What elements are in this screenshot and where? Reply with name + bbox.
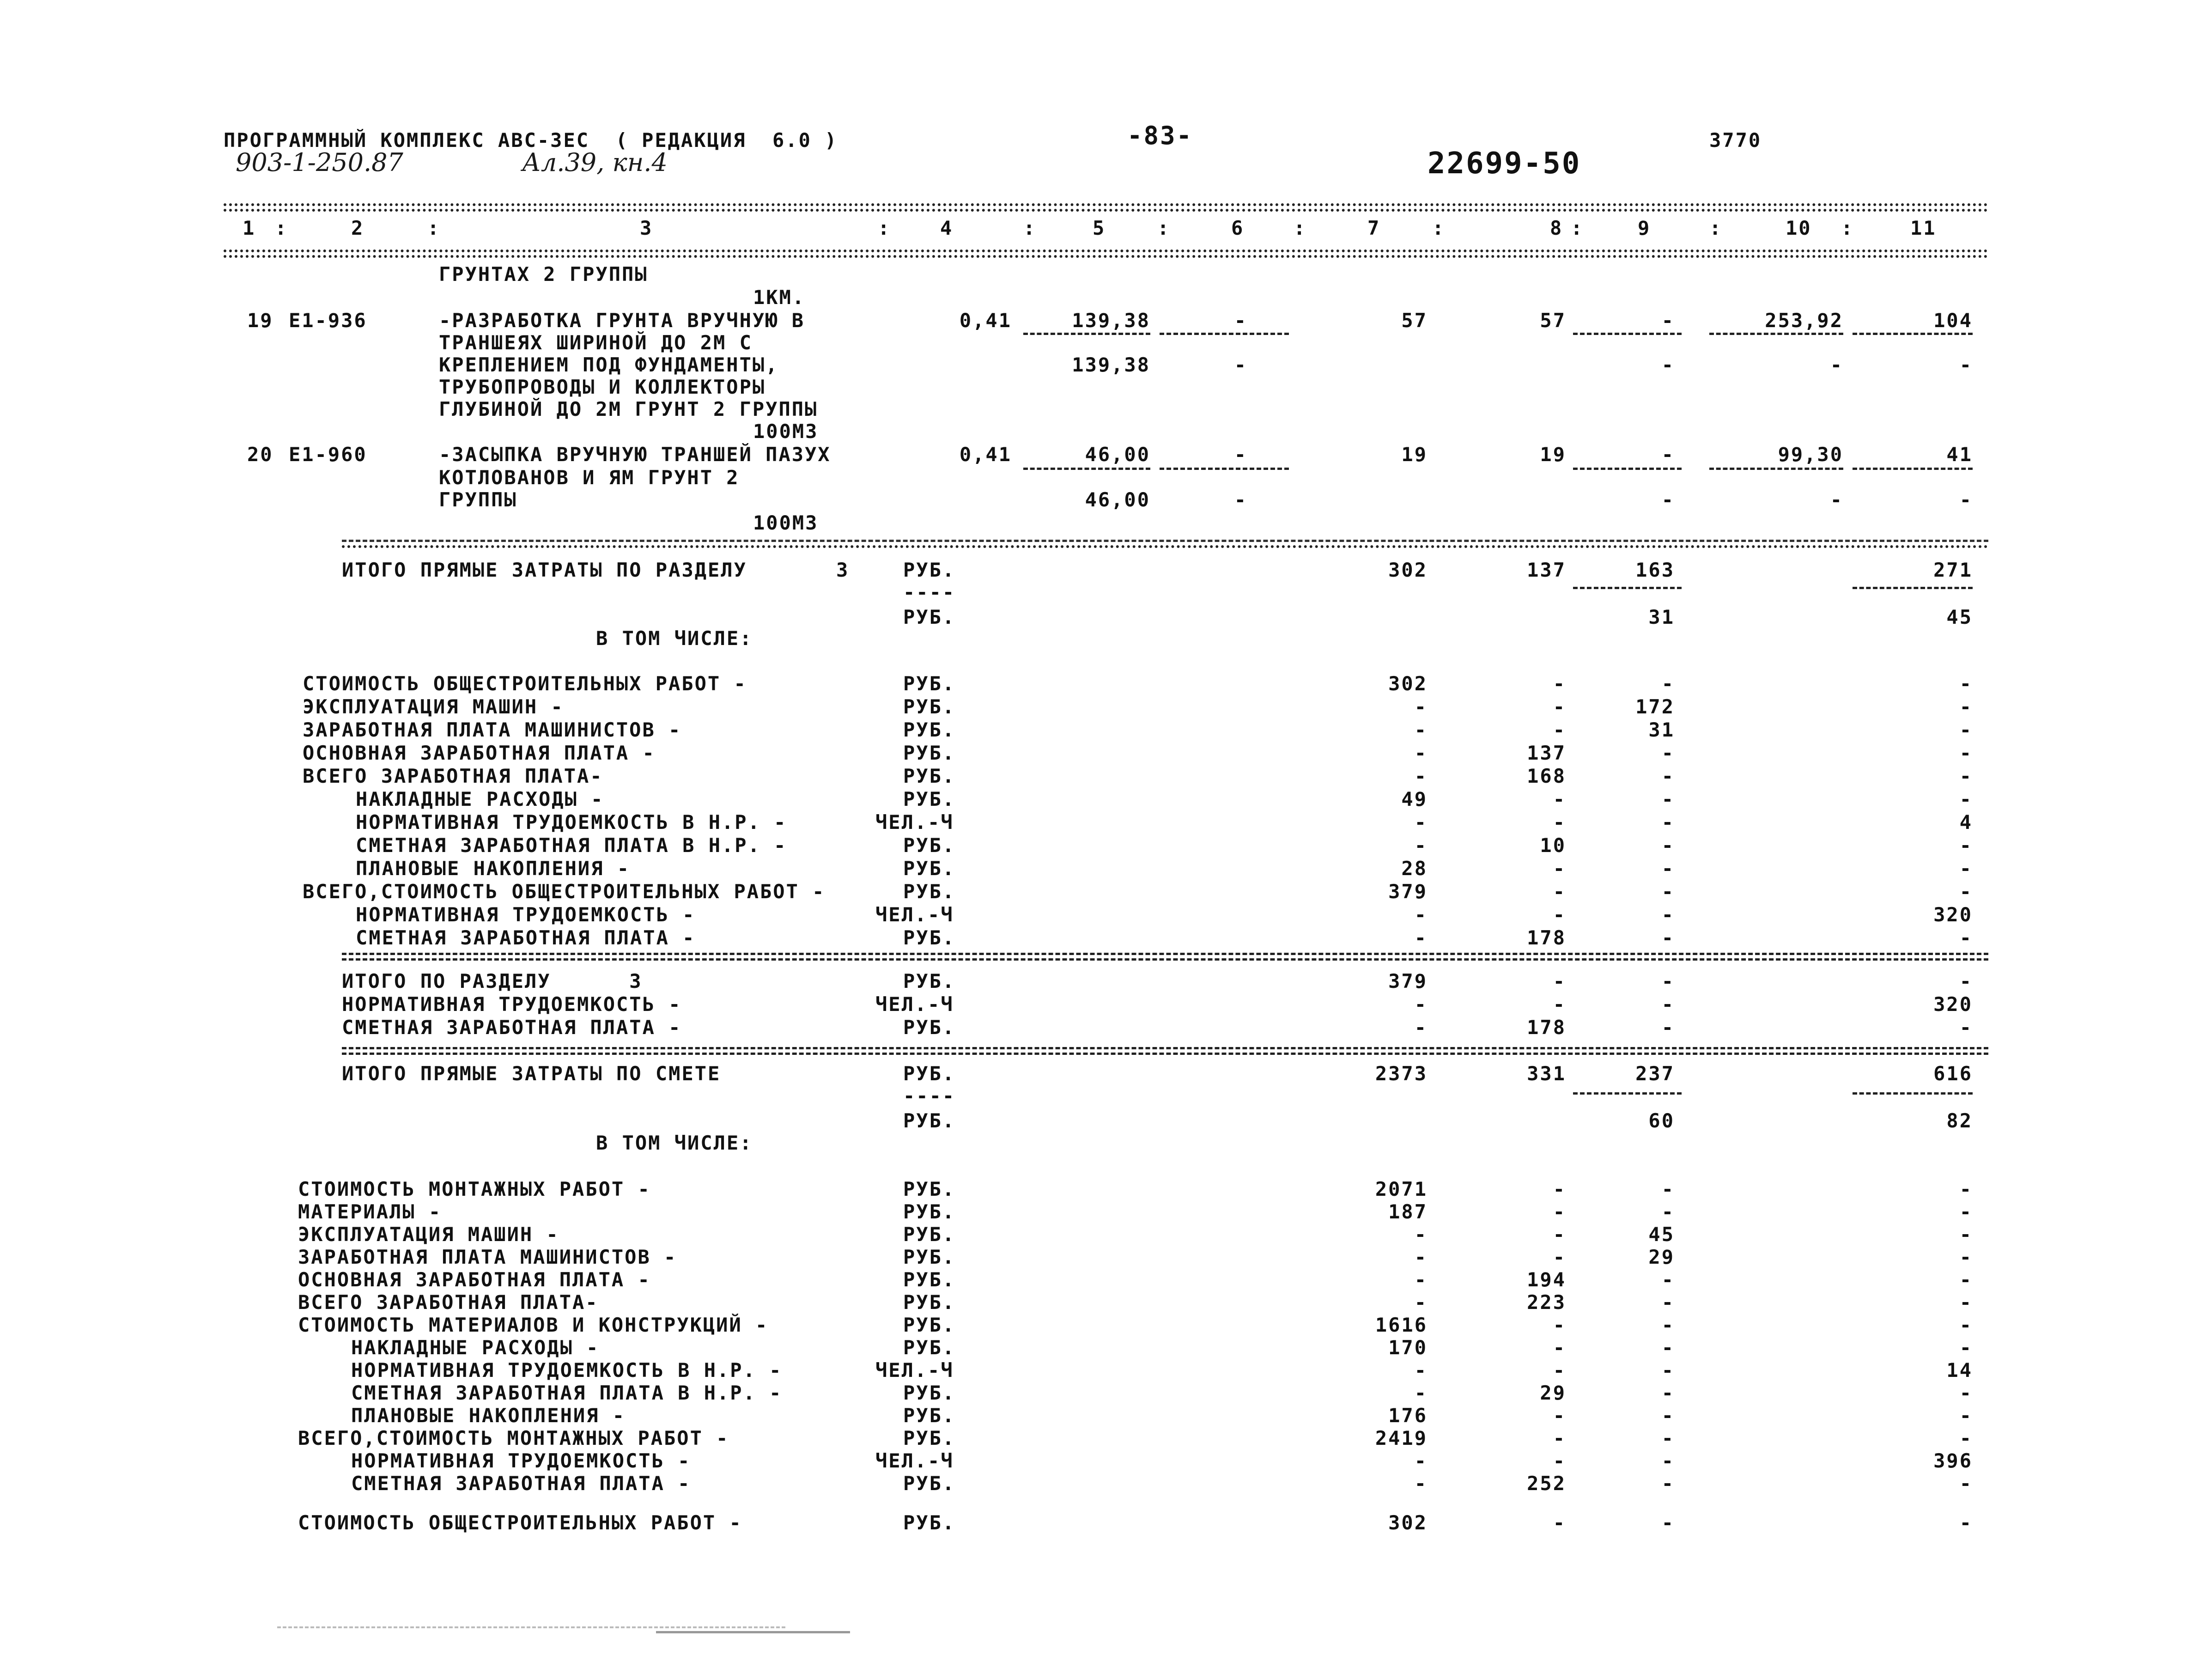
estimate-total-c11: 616: [1933, 1062, 1973, 1085]
section-line-c7: 28: [1401, 857, 1428, 880]
column-separator: :: [275, 217, 288, 239]
estimate-line-c9: -: [1661, 1268, 1675, 1291]
estimate-line-c8: -: [1553, 1178, 1566, 1200]
section-dash: ----: [903, 581, 956, 603]
section-line-c8: 10: [1540, 834, 1566, 857]
estimate-line-unit: РУБ.: [903, 1268, 956, 1291]
estimate-line-c11: -: [1959, 1472, 1973, 1495]
item-c5-value: 46,00: [1085, 443, 1150, 466]
page-number: -83-: [1127, 121, 1193, 150]
estimate-line-c7: 170: [1388, 1336, 1428, 1359]
section-itogo-c8: -: [1553, 970, 1566, 992]
section-itogo-c7: -: [1414, 993, 1428, 1016]
program-title: ПРОГРАММНЫЙ КОМПЛЕКС АВС-3ЕС ( РЕДАКЦИЯ 6.0 ): [224, 129, 838, 152]
code-number: 3770: [1709, 129, 1762, 152]
section-line-c9: -: [1661, 765, 1675, 787]
item-unit: 100М3: [753, 420, 819, 443]
section-itogo-c8: 178: [1527, 1016, 1566, 1039]
estimate-line-c7: 176: [1388, 1404, 1428, 1427]
item-c10-value: 253,92: [1765, 309, 1843, 332]
estimate-line-label: СМЕТНАЯ ЗАРАБОТНАЯ ПЛАТА В Н.Р. -: [351, 1382, 783, 1404]
item-c6-value: -: [1234, 353, 1247, 376]
estimate-line-c11: -: [1959, 1291, 1973, 1314]
section-line-label: СМЕТНАЯ ЗАРАБОТНАЯ ПЛАТА В Н.Р. -: [356, 834, 787, 857]
estimate-line-unit: РУБ.: [903, 1427, 956, 1449]
estimate-line-c11: -: [1959, 1200, 1973, 1223]
estimate-total-label: ИТОГО ПРЯМЫЕ ЗАТРАТЫ ПО СМЕТЕ: [342, 1062, 721, 1085]
item-c9-value: -: [1661, 353, 1675, 376]
section-line-c8: -: [1553, 695, 1566, 718]
estimate-line-label: ОСНОВНАЯ ЗАРАБОТНАЯ ПЛАТА -: [298, 1268, 651, 1291]
estimate-last-c9: -: [1661, 1511, 1675, 1534]
estimate-line-c11: -: [1959, 1223, 1973, 1246]
section-total-label: ИТОГО ПРЯМЫЕ ЗАТРАТЫ ПО РАЗДЕЛУ: [342, 559, 747, 581]
section-total-c9-sub: 31: [1648, 606, 1675, 628]
estimate-line-c7: -: [1414, 1291, 1428, 1314]
handwritten-project-code: 903-1-250.87: [236, 148, 403, 177]
estimate-line-c7: 1616: [1375, 1314, 1428, 1336]
column-separator: :: [427, 217, 441, 239]
item-c10-value: -: [1830, 488, 1843, 511]
section-line-c9: -: [1661, 903, 1675, 926]
estimate-line-label: СТОИМОСТЬ МАТЕРИАЛОВ И КОНСТРУКЦИЙ -: [298, 1314, 769, 1336]
estimate-line-c8: -: [1553, 1314, 1566, 1336]
estimate-unit: РУБ.: [903, 1062, 956, 1085]
section-itogo-label: ИТОГО ПО РАЗДЕЛУ 3: [342, 970, 643, 992]
section-line-c8: 178: [1527, 926, 1566, 949]
section-line-unit: РУБ.: [903, 926, 956, 949]
section-line-c8: -: [1553, 788, 1566, 810]
section-line-label: ЭКСПЛУАТАЦИЯ МАШИН -: [303, 695, 564, 718]
estimate-line-unit: РУБ.: [903, 1404, 956, 1427]
fraction-line: [1023, 468, 1150, 470]
section-line-c7: 302: [1388, 672, 1428, 695]
item-c4-value: 0,41: [959, 443, 1012, 466]
item-description: КРЕПЛЕНИЕМ ПОД ФУНДАМЕНТЫ,: [439, 353, 779, 376]
handwritten-album-ref: Ал.39, кн.4: [522, 148, 668, 177]
column-separator: :: [1294, 217, 1307, 239]
section-line-c7: -: [1414, 742, 1428, 764]
column-separator: :: [1157, 217, 1171, 239]
section-line-label: ВСЕГО ЗАРАБОТНАЯ ПЛАТА-: [303, 765, 603, 787]
section-itogo-c11: -: [1959, 970, 1973, 992]
section-line-c7: -: [1414, 811, 1428, 834]
item-c11-value: 104: [1933, 309, 1973, 332]
item-c11-value: -: [1959, 353, 1973, 376]
estimate-line-c8: -: [1553, 1449, 1566, 1472]
estimate-line-c11: 14: [1946, 1359, 1973, 1382]
estimate-line-label: ВСЕГО,СТОИМОСТЬ МОНТАЖНЫХ РАБОТ -: [298, 1427, 729, 1449]
section-line-c8: -: [1553, 718, 1566, 741]
section-total-c11-sub: 45: [1946, 606, 1973, 628]
estimate-line-unit: РУБ.: [903, 1336, 956, 1359]
item-c4-value: 0,41: [959, 309, 1012, 332]
section-line-c11: -: [1959, 880, 1973, 903]
estimate-line-c8: -: [1553, 1359, 1566, 1382]
estimate-line-c7: -: [1414, 1268, 1428, 1291]
column-header-8: 8: [1550, 217, 1563, 239]
section-line-c7: -: [1414, 903, 1428, 926]
estimate-line-c8: 194: [1527, 1268, 1566, 1291]
estimate-total-c11-sub: 82: [1946, 1109, 1973, 1132]
item-c5-value: 139,38: [1072, 353, 1150, 376]
column-separator: :: [1571, 217, 1584, 239]
section-including-heading: В ТОМ ЧИСЛЕ:: [596, 627, 753, 650]
fraction-line: [1573, 333, 1682, 335]
section-line-c8: -: [1553, 811, 1566, 834]
section-line-unit: ЧЕЛ.-Ч: [875, 903, 954, 926]
estimate-rule: [342, 1047, 1988, 1049]
section-total-c7: 302: [1388, 559, 1428, 581]
fraction-line: [1573, 587, 1682, 589]
item-number: 19: [247, 309, 273, 332]
section-line-c9: -: [1661, 834, 1675, 857]
section-total-c9: 163: [1635, 559, 1675, 581]
estimate-line-c7: -: [1414, 1246, 1428, 1268]
fraction-line: [1573, 468, 1682, 470]
section-line-c11: 320: [1933, 903, 1973, 926]
column-header-9: 9: [1638, 217, 1651, 239]
section-line-c9: -: [1661, 857, 1675, 880]
header-rule-top-2: [224, 209, 1988, 212]
estimate-line-unit: РУБ.: [903, 1291, 956, 1314]
header-rule-top: [224, 203, 1988, 206]
estimate-line-c7: -: [1414, 1359, 1428, 1382]
section-number: 3: [836, 559, 850, 581]
item-description: ГРУНТАХ 2 ГРУППЫ: [439, 263, 648, 286]
section-line-c11: -: [1959, 765, 1973, 787]
section-line-c7: 49: [1401, 788, 1428, 810]
estimate-line-c8: -: [1553, 1427, 1566, 1449]
estimate-total-c9: 237: [1635, 1062, 1675, 1085]
estimate-including-heading: В ТОМ ЧИСЛЕ:: [596, 1132, 753, 1154]
estimate-line-c7: -: [1414, 1382, 1428, 1404]
header-rule-bottom: [224, 250, 1988, 252]
column-separator: :: [1709, 217, 1723, 239]
section-line-c11: -: [1959, 788, 1973, 810]
estimate-line-c7: 187: [1388, 1200, 1428, 1223]
section-line-c8: -: [1553, 672, 1566, 695]
section-line-c8: -: [1553, 903, 1566, 926]
estimate-line-c8: 252: [1527, 1472, 1566, 1495]
estimate-line-unit: РУБ.: [903, 1314, 956, 1336]
estimate-line-c11: -: [1959, 1336, 1973, 1359]
section-total-c11: 271: [1933, 559, 1973, 581]
column-header-7: 7: [1367, 217, 1381, 239]
item-description: ГЛУБИНОЙ ДО 2М ГРУНТ 2 ГРУППЫ: [439, 398, 818, 420]
section-line-c11: -: [1959, 857, 1973, 880]
section-line-unit: РУБ.: [903, 695, 956, 718]
section-itogo-unit: РУБ.: [903, 970, 956, 992]
estimate-line-unit: ЧЕЛ.-Ч: [875, 1359, 954, 1382]
scan-artifact: [277, 1626, 785, 1628]
item-c6-value: -: [1234, 443, 1247, 466]
estimate-line-label: НОРМАТИВНАЯ ТРУДОЕМКОСТЬ В Н.Р. -: [351, 1359, 783, 1382]
fraction-line: [1160, 468, 1289, 470]
document-number: 22699-50: [1428, 146, 1581, 181]
estimate-line-c9: -: [1661, 1336, 1675, 1359]
estimate-line-label: НОРМАТИВНАЯ ТРУДОЕМКОСТЬ -: [351, 1449, 691, 1472]
estimate-last-c11: -: [1959, 1511, 1973, 1534]
section-line-unit: РУБ.: [903, 718, 956, 741]
column-header-10: 10: [1786, 217, 1812, 239]
fraction-line: [1853, 1092, 1973, 1095]
section-line-c7: -: [1414, 695, 1428, 718]
column-header-11: 11: [1910, 217, 1937, 239]
section-line-c7: -: [1414, 834, 1428, 857]
item-c9-value: -: [1661, 309, 1675, 332]
section-line-c9: -: [1661, 788, 1675, 810]
section-itogo-c11: 320: [1933, 993, 1973, 1016]
section-line-c11: -: [1959, 718, 1973, 741]
estimate-line-c11: -: [1959, 1246, 1973, 1268]
estimate-line-c11: -: [1959, 1427, 1973, 1449]
item-number: 20: [247, 443, 273, 466]
estimate-line-c8: 223: [1527, 1291, 1566, 1314]
estimate-line-label: ЭКСПЛУАТАЦИЯ МАШИН -: [298, 1223, 559, 1246]
estimate-line-c9: -: [1661, 1359, 1675, 1382]
column-header-6: 6: [1231, 217, 1245, 239]
section-line-c7: -: [1414, 765, 1428, 787]
section-line-c11: -: [1959, 834, 1973, 857]
estimate-line-c7: -: [1414, 1223, 1428, 1246]
fraction-line: [1023, 333, 1150, 335]
estimate-last-c7: 302: [1388, 1511, 1428, 1534]
column-header-4: 4: [940, 217, 954, 239]
item-description: ГРУППЫ: [439, 488, 517, 511]
item-code: Е1-960: [289, 443, 367, 466]
estimate-line-c11: -: [1959, 1268, 1973, 1291]
estimate-line-c11: 396: [1933, 1449, 1973, 1472]
item-c9-value: -: [1661, 443, 1675, 466]
section-line-unit: РУБ.: [903, 880, 956, 903]
estimate-line-unit: РУБ.: [903, 1382, 956, 1404]
item-c7-value: 19: [1401, 443, 1428, 466]
section-line-label: НАКЛАДНЫЕ РАСХОДЫ -: [356, 788, 604, 810]
section-line-label: ВСЕГО,СТОИМОСТЬ ОБЩЕСТРОИТЕЛЬНЫХ РАБОТ -: [303, 880, 826, 903]
item-c11-value: 41: [1946, 443, 1973, 466]
section-unit: РУБ.: [903, 559, 956, 581]
section-itogo-c9: -: [1661, 993, 1675, 1016]
column-separator: :: [878, 217, 891, 239]
section-line-label: СМЕТНАЯ ЗАРАБОТНАЯ ПЛАТА -: [356, 926, 696, 949]
estimate-total-c9-sub: 60: [1648, 1109, 1675, 1132]
section-itogo-c8: -: [1553, 993, 1566, 1016]
section-line-unit: РУБ.: [903, 788, 956, 810]
estimate-line-c8: -: [1553, 1223, 1566, 1246]
scan-artifact: [656, 1631, 850, 1633]
section-itogo-c7: -: [1414, 1016, 1428, 1039]
section-line-label: НОРМАТИВНАЯ ТРУДОЕМКОСТЬ -: [356, 903, 696, 926]
section-line-c9: -: [1661, 742, 1675, 764]
estimate-line-c9: -: [1661, 1291, 1675, 1314]
estimate-line-unit: ЧЕЛ.-Ч: [875, 1449, 954, 1472]
section-line-c9: -: [1661, 672, 1675, 695]
estimate-line-c7: 2071: [1375, 1178, 1428, 1200]
estimate-line-label: НАКЛАДНЫЕ РАСХОДЫ -: [351, 1336, 600, 1359]
item-c6-value: -: [1234, 488, 1247, 511]
section-line-c9: -: [1661, 926, 1675, 949]
item-c8-value: 19: [1540, 443, 1566, 466]
item-c11-value: -: [1959, 488, 1973, 511]
section-line-c8: 137: [1527, 742, 1566, 764]
section-total-c8: 137: [1527, 559, 1566, 581]
estimate-line-c9: -: [1661, 1200, 1675, 1223]
section-line-unit: РУБ.: [903, 834, 956, 857]
estimate-line-c8: -: [1553, 1246, 1566, 1268]
estimate-last-label: СТОИМОСТЬ ОБЩЕСТРОИТЕЛЬНЫХ РАБОТ -: [298, 1511, 742, 1534]
estimate-line-unit: РУБ.: [903, 1472, 956, 1495]
section-line-unit: РУБ.: [903, 857, 956, 880]
column-separator: :: [1023, 217, 1037, 239]
estimate-line-c8: 29: [1540, 1382, 1566, 1404]
fraction-line: [1709, 333, 1843, 335]
estimate-line-label: МАТЕРИАЛЫ -: [298, 1200, 442, 1223]
section-itogo-c9: -: [1661, 1016, 1675, 1039]
fraction-line: [1853, 333, 1973, 335]
item-unit: 100М3: [753, 511, 819, 534]
section-line-c7: -: [1414, 718, 1428, 741]
estimate-line-c8: -: [1553, 1336, 1566, 1359]
section-line-unit: РУБ.: [903, 765, 956, 787]
estimate-line-c9: -: [1661, 1178, 1675, 1200]
column-separator: :: [1841, 217, 1854, 239]
section-line-c11: 4: [1959, 811, 1973, 834]
section-itogo-c11: -: [1959, 1016, 1973, 1039]
column-header-2: 2: [351, 217, 364, 239]
section-line-c11: -: [1959, 672, 1973, 695]
estimate-line-label: СМЕТНАЯ ЗАРАБОТНАЯ ПЛАТА -: [351, 1472, 691, 1495]
section-itogo-unit: РУБ.: [903, 1016, 956, 1039]
estimate-line-label: СТОИМОСТЬ МОНТАЖНЫХ РАБОТ -: [298, 1178, 651, 1200]
item-description: -РАЗРАБОТКА ГРУНТА ВРУЧНУЮ В: [439, 309, 805, 332]
fraction-line: [1853, 468, 1973, 470]
estimate-line-c9: -: [1661, 1449, 1675, 1472]
section-line-label: НОРМАТИВНАЯ ТРУДОЕМКОСТЬ В Н.Р. -: [356, 811, 787, 834]
column-header-5: 5: [1093, 217, 1106, 239]
estimate-line-unit: РУБ.: [903, 1246, 956, 1268]
estimate-unit-2: РУБ.: [903, 1109, 956, 1132]
estimate-line-c7: -: [1414, 1472, 1428, 1495]
estimate-rule: [342, 1053, 1988, 1055]
section-line-unit: РУБ.: [903, 672, 956, 695]
estimate-line-c9: 29: [1648, 1246, 1675, 1268]
estimate-line-unit: РУБ.: [903, 1223, 956, 1246]
item-c5-value: 46,00: [1085, 488, 1150, 511]
section-line-c7: 379: [1388, 880, 1428, 903]
estimate-last-c8: -: [1553, 1511, 1566, 1534]
item-c8-value: 57: [1540, 309, 1566, 332]
estimate-line-c9: 45: [1648, 1223, 1675, 1246]
estimate-line-c9: -: [1661, 1382, 1675, 1404]
section-rule: [342, 953, 1988, 955]
fraction-line: [1853, 587, 1973, 589]
estimate-line-c8: -: [1553, 1200, 1566, 1223]
estimate-dash: ----: [903, 1084, 956, 1107]
estimate-line-c8: -: [1553, 1404, 1566, 1427]
estimate-line-c9: -: [1661, 1314, 1675, 1336]
estimate-line-unit: РУБ.: [903, 1200, 956, 1223]
section-line-label: ЗАРАБОТНАЯ ПЛАТА МАШИНИСТОВ -: [303, 718, 682, 741]
estimate-line-c9: -: [1661, 1472, 1675, 1495]
section-rule-top-2: [342, 545, 1988, 548]
estimate-total-c8: 331: [1527, 1062, 1566, 1085]
section-line-label: СТОИМОСТЬ ОБЩЕСТРОИТЕЛЬНЫХ РАБОТ -: [303, 672, 747, 695]
section-line-c9: -: [1661, 811, 1675, 834]
column-separator: :: [1432, 217, 1446, 239]
estimate-line-label: ЗАРАБОТНАЯ ПЛАТА МАШИНИСТОВ -: [298, 1246, 677, 1268]
item-description: КОТЛОВАНОВ И ЯМ ГРУНТ 2: [439, 466, 740, 489]
item-c6-value: -: [1234, 309, 1247, 332]
section-line-label: ОСНОВНАЯ ЗАРАБОТНАЯ ПЛАТА -: [303, 742, 656, 764]
section-line-label: ПЛАНОВЫЕ НАКОПЛЕНИЯ -: [356, 857, 631, 880]
estimate-line-label: ПЛАНОВЫЕ НАКОПЛЕНИЯ -: [351, 1404, 626, 1427]
fraction-line: [1709, 468, 1843, 470]
section-line-unit: ЧЕЛ.-Ч: [875, 811, 954, 834]
header-rule-bottom-2: [224, 255, 1988, 258]
item-unit: 1КМ.: [753, 286, 806, 309]
estimate-last-unit: РУБ.: [903, 1511, 956, 1534]
column-header-1: 1: [243, 217, 256, 239]
section-rule: [342, 958, 1988, 961]
fraction-line: [1573, 1092, 1682, 1095]
section-line-c9: 31: [1648, 718, 1675, 741]
section-line-c9: -: [1661, 880, 1675, 903]
section-line-c9: 172: [1635, 695, 1675, 718]
section-line-c11: -: [1959, 926, 1973, 949]
item-c9-value: -: [1661, 488, 1675, 511]
section-rule-top: [342, 540, 1988, 542]
section-line-c8: 168: [1527, 765, 1566, 787]
estimate-line-c7: -: [1414, 1449, 1428, 1472]
section-itogo-label: СМЕТНАЯ ЗАРАБОТНАЯ ПЛАТА -: [342, 1016, 682, 1039]
item-c10-value: -: [1830, 353, 1843, 376]
section-line-c11: -: [1959, 695, 1973, 718]
section-itogo-label: НОРМАТИВНАЯ ТРУДОЕМКОСТЬ -: [342, 993, 682, 1016]
estimate-line-unit: РУБ.: [903, 1178, 956, 1200]
item-code: Е1-936: [289, 309, 367, 332]
column-header-3: 3: [640, 217, 653, 239]
estimate-line-c9: -: [1661, 1427, 1675, 1449]
estimate-line-c11: -: [1959, 1314, 1973, 1336]
estimate-total-c7: 2373: [1375, 1062, 1428, 1085]
item-description: ТРАНШЕЯХ ШИРИНОЙ ДО 2М С: [439, 331, 753, 354]
section-line-c8: -: [1553, 880, 1566, 903]
estimate-line-c9: -: [1661, 1404, 1675, 1427]
estimate-line-c7: 2419: [1375, 1427, 1428, 1449]
estimate-line-c11: -: [1959, 1178, 1973, 1200]
item-c10-value: 99,30: [1778, 443, 1843, 466]
item-description: ТРУБОПРОВОДЫ И КОЛЛЕКТОРЫ: [439, 376, 766, 398]
item-c5-value: 139,38: [1072, 309, 1150, 332]
section-itogo-unit: ЧЕЛ.-Ч: [875, 993, 954, 1016]
section-itogo-c9: -: [1661, 970, 1675, 992]
section-unit-2: РУБ.: [903, 606, 956, 628]
section-line-c8: -: [1553, 857, 1566, 880]
item-c7-value: 57: [1401, 309, 1428, 332]
section-line-unit: РУБ.: [903, 742, 956, 764]
fraction-line: [1160, 333, 1289, 335]
section-line-c11: -: [1959, 742, 1973, 764]
estimate-line-c11: -: [1959, 1382, 1973, 1404]
estimate-line-label: ВСЕГО ЗАРАБОТНАЯ ПЛАТА-: [298, 1291, 599, 1314]
estimate-line-c11: -: [1959, 1404, 1973, 1427]
section-itogo-c7: 379: [1388, 970, 1428, 992]
section-line-c7: -: [1414, 926, 1428, 949]
item-description: -ЗАСЫПКА ВРУЧНУЮ ТРАНШЕЙ ПАЗУХ: [439, 443, 831, 466]
